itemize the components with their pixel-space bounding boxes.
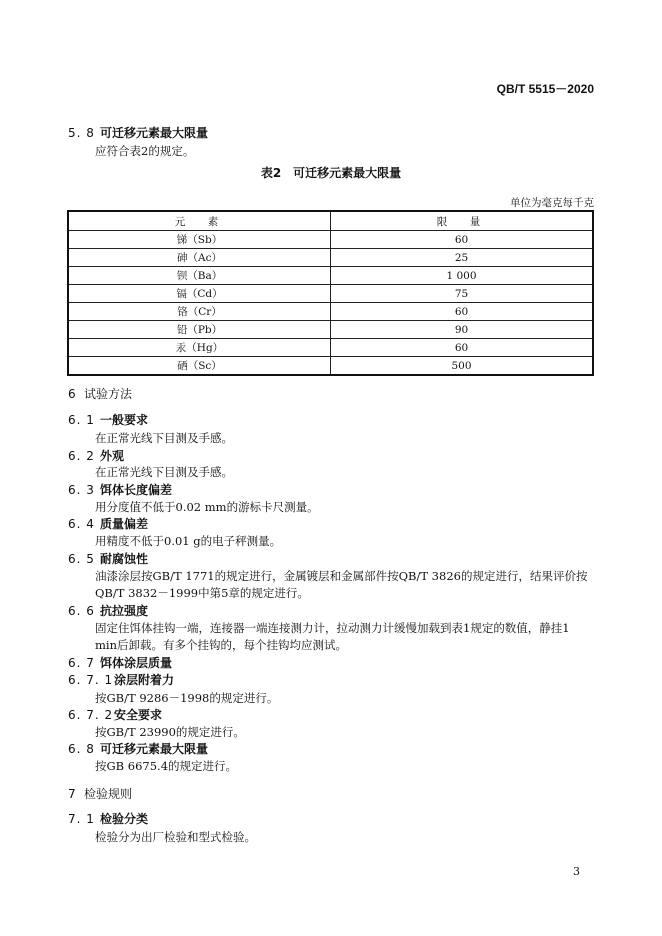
section-title: 质量偏差 xyxy=(100,517,149,531)
section-6-6-heading xyxy=(68,603,148,619)
limit-cell: 75 xyxy=(331,285,594,303)
section-6-7-heading xyxy=(68,655,172,671)
section-6-2-body: 在正常光线下目测及手感。 xyxy=(95,465,233,479)
section-title: 可迁移元素最大限量 xyxy=(100,126,209,140)
section-number: 6. 7. 1 xyxy=(68,673,114,687)
section-7-1-heading xyxy=(68,811,148,827)
section-title: 外观 xyxy=(100,449,125,463)
section-number: 6. 3 xyxy=(68,483,95,497)
section-number: 6. 4 xyxy=(68,517,95,531)
limits-table xyxy=(67,210,594,376)
table-caption: 表2 可迁移元素最大限量 xyxy=(260,166,402,180)
header-element: 元 素 xyxy=(68,211,331,231)
section-5-8-heading xyxy=(68,125,208,141)
header-limit: 限 量 xyxy=(331,211,594,231)
element-cell: 汞（Hg） xyxy=(68,339,331,357)
table-row xyxy=(68,285,593,303)
section-title: 饵体涂层质量 xyxy=(100,656,173,670)
section-6-heading xyxy=(68,386,132,402)
element-cell: 硒（Sc） xyxy=(68,357,331,376)
section-6-5-heading xyxy=(68,551,148,567)
section-6-8-body: 按GB 6675.4的规定进行。 xyxy=(95,759,238,773)
section-number: 7 xyxy=(68,787,77,801)
element-cell: 铬（Cr） xyxy=(68,303,331,321)
limit-cell: 1 000 xyxy=(331,267,594,285)
table-header-row xyxy=(68,211,593,231)
section-number: 6. 1 xyxy=(68,413,95,427)
limit-cell: 60 xyxy=(331,231,594,249)
section-6-3-body: 用分度值不低于0.02 mm的游标卡尺测量。 xyxy=(95,500,319,514)
section-6-1-body: 在正常光线下目测及手感。 xyxy=(95,431,233,445)
section-number: 6. 8 xyxy=(68,742,95,756)
section-6-2-heading xyxy=(68,448,124,464)
section-number: 6. 6 xyxy=(68,604,95,618)
section-title: 检验规则 xyxy=(84,787,133,801)
section-title: 可迁移元素最大限量 xyxy=(100,742,209,756)
section-6-5-body: 油漆涂层按GB/T 1771的规定进行，金属镀层和金属部件按QB/T 3826的规定进行，结果评价按QB/T 3832－1999中第5章的规定进行。 xyxy=(95,569,588,600)
section-7-heading xyxy=(68,786,132,802)
section-6-4-heading xyxy=(68,516,148,532)
section-6-7-1-heading xyxy=(68,672,174,688)
element-cell: 铅（Pb） xyxy=(68,321,331,339)
table-row xyxy=(68,249,593,267)
standard-number: QB/T 5515－2020 xyxy=(496,82,594,96)
section-6-7-2-heading xyxy=(68,707,162,723)
section-number: 7. 1 xyxy=(68,812,95,826)
table-row xyxy=(68,303,593,321)
section-7-1-body: 检验分为出厂检验和型式检验。 xyxy=(95,830,256,844)
section-number: 6. 7. 2 xyxy=(68,708,114,722)
table-row xyxy=(68,231,593,249)
section-6-7-1-body: 按GB/T 9286－1998的规定进行。 xyxy=(95,691,279,705)
table-row xyxy=(68,267,593,285)
element-cell: 锑（Sb） xyxy=(68,231,331,249)
section-6-7-2-body: 按GB/T 23990的规定进行。 xyxy=(95,725,245,739)
section-title: 试验方法 xyxy=(84,387,133,401)
section-6-3-heading xyxy=(68,482,172,498)
section-6-1-heading xyxy=(68,412,148,428)
section-6-8-heading xyxy=(68,741,208,757)
table-row xyxy=(68,357,593,376)
section-6-6-body: 固定住饵体挂钩一端，连接器一端连接测力计，拉动测力计缓慢加载到表1规定的数值，静挂1 min后卸载。有多个挂钩的，每个挂钩均应测试。 xyxy=(95,621,570,652)
table-row xyxy=(68,321,593,339)
section-title: 安全要求 xyxy=(114,708,163,722)
element-cell: 砷（Ac） xyxy=(68,249,331,267)
section-number: 6. 5 xyxy=(68,552,95,566)
element-cell: 镉（Cd） xyxy=(68,285,331,303)
table-unit: 单位为毫克每千克 xyxy=(510,197,594,209)
limit-cell: 90 xyxy=(331,321,594,339)
page-number: 3 xyxy=(573,865,580,878)
limit-cell: 25 xyxy=(331,249,594,267)
section-number: 6. 7 xyxy=(68,656,95,670)
limit-cell: 60 xyxy=(331,339,594,357)
section-number: 6. 2 xyxy=(68,449,95,463)
element-cell: 钡（Ba） xyxy=(68,267,331,285)
section-title: 一般要求 xyxy=(100,413,149,427)
section-title: 饵体长度偏差 xyxy=(100,483,173,497)
section-number: 6 xyxy=(68,387,77,401)
section-title: 检验分类 xyxy=(100,812,149,826)
section-title: 抗拉强度 xyxy=(100,604,149,618)
section-5-8-body: 应符合表2的规定。 xyxy=(95,144,195,158)
limit-cell: 500 xyxy=(331,357,594,376)
section-6-4-body: 用精度不低于0.01 g的电子秤测量。 xyxy=(95,534,282,548)
table-row xyxy=(68,339,593,357)
limit-cell: 60 xyxy=(331,303,594,321)
section-title: 涂层附着力 xyxy=(114,673,175,687)
section-number: 5. 8 xyxy=(68,126,95,140)
section-title: 耐腐蚀性 xyxy=(100,552,149,566)
